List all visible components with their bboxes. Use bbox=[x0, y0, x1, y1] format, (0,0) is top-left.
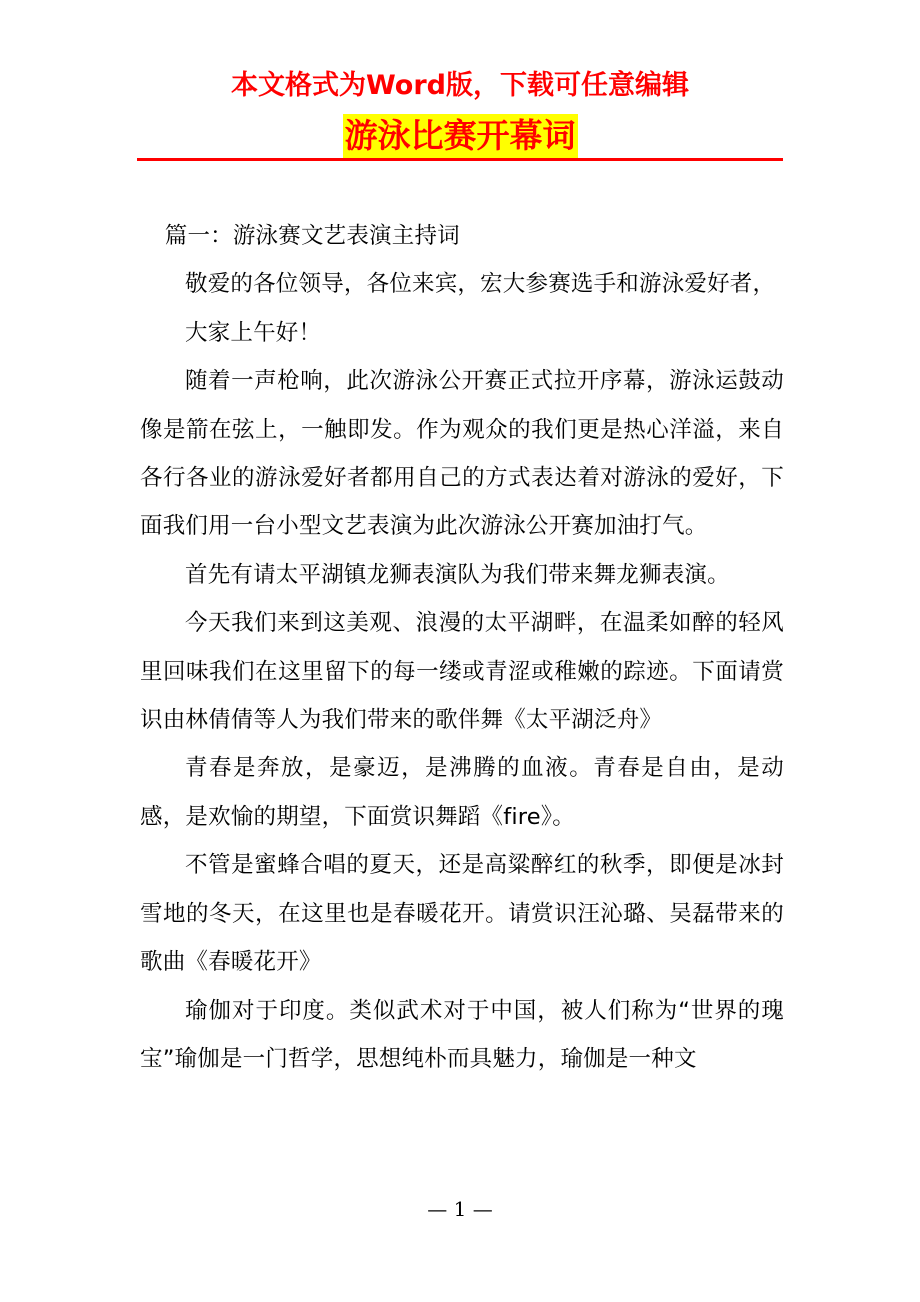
paragraph: 大家上午好！ bbox=[185, 319, 322, 346]
document-title: 游泳比赛开幕词 bbox=[343, 114, 578, 158]
page-number: — 1 — bbox=[427, 1197, 493, 1221]
title-divider bbox=[137, 158, 783, 161]
paragraph: 首先有请太平湖镇龙狮表演队为我们带来舞龙狮表演。 bbox=[185, 561, 730, 588]
paragraph: 随着一声枪响，此次游泳公开赛正式拉开序幕，游泳运鼓动像是箭在弦上，一触即发。作为观众的我们更是热心洋溢，来自各行各业的游泳爱好者都用自己的方式表达着对游泳的爱好，下面我们用一台小型文艺表演为此次游泳公开赛加油打气。 bbox=[140, 368, 784, 540]
section-heading: 篇一：游泳赛文艺表演主持词 bbox=[164, 223, 460, 249]
paragraph: 敬爱的各位领导，各位来宾，宏大参赛选手和游泳爱好者， bbox=[185, 271, 776, 298]
paragraph: 青春是奔放，是豪迈，是沸腾的血液。青春是自由，是动感，是欢愉的期望，下面赏识舞蹈《fire》。 bbox=[140, 755, 784, 830]
format-notice: 本文格式为Word版，下载可任意编辑 bbox=[230, 70, 689, 101]
paragraph: 瑜伽对于印度。类似武术对于中国，被人们称为“世界的瑰宝”瑜伽是一门哲学，思想纯朴而具魅力，瑜伽是一种文 bbox=[140, 997, 784, 1072]
paragraph: 不管是蜜蜂合唱的夏天，还是高粱醉红的秋季，即便是冰封雪地的冬天，在这里也是春暖花开。请赏识汪沁璐、吴磊带来的歌曲《春暖花开》 bbox=[140, 852, 784, 976]
paragraph: 今天我们来到这美观、浪漫的太平湖畔，在温柔如醉的轻风里回味我们在这里留下的每一缕或青涩或稚嫩的踪迹。下面请赏识由林倩倩等人为我们带来的歌伴舞《太平湖泛舟》 bbox=[140, 610, 784, 734]
title-container bbox=[0, 114, 920, 158]
document-body bbox=[140, 212, 784, 1083]
